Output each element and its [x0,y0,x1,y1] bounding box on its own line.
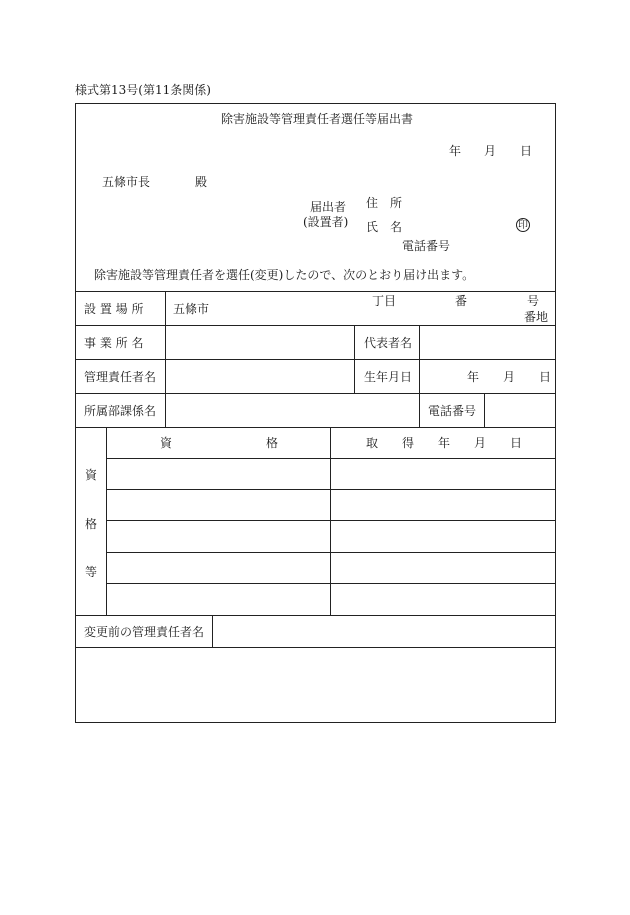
form-title: 除害施設等管理責任者選任等届出書 [221,112,414,126]
banchi-label: 番地 [524,310,549,324]
qual-side-1: 資 [84,468,97,482]
business-name-label: 事 業 所 名 [84,336,144,350]
birthdate-label: 生年月日 [364,370,413,384]
statement: 除害施設等管理責任者を選任(変更)したので、次のとおり届け出ます。 [94,268,475,282]
date-year-label: 年 [449,144,462,158]
acq-col-3: 年 [438,436,451,450]
form-number: 様式第13号(第11条関係) [75,83,211,97]
date-month-label: 月 [484,144,497,158]
acq-col-4: 月 [474,436,487,450]
manager-name-field[interactable] [166,360,354,393]
phone-label: 電話番号 [402,239,451,253]
qual-side-3: 等 [84,565,97,579]
business-name-field[interactable] [166,326,354,359]
seal-mark-icon: 印 [518,220,528,231]
location-label: 設 置 場 所 [84,302,144,316]
birth-year-label: 年 [467,370,480,384]
prev-manager-label: 変更前の管理責任者名 [84,625,205,639]
department-field[interactable] [166,394,419,427]
chome-label: 丁目 [372,294,397,308]
birth-month-label: 月 [503,370,516,384]
go-label: 号 [527,294,540,308]
location-city: 五條市 [173,302,210,316]
dept-phone-label: 電話番号 [428,404,477,418]
name-label: 氏 名 [366,220,403,234]
acq-col-2: 得 [402,436,415,450]
qual-col-1: 資 [160,436,173,450]
prev-manager-field[interactable] [213,616,555,647]
dept-phone-field[interactable] [485,394,555,427]
addressee: 五條市長 [102,175,151,189]
representative-field[interactable] [420,326,555,359]
acq-col-1: 取 [366,436,379,450]
birth-day-label: 日 [539,370,552,384]
department-label: 所属部課係名 [84,404,157,418]
notifier-sub-label: (設置者) [303,215,349,229]
qual-col-2: 格 [266,436,279,450]
acq-col-5: 日 [510,436,523,450]
manager-name-label: 管理責任者名 [84,370,157,384]
honorific: 殿 [195,175,208,189]
remarks-area[interactable] [76,648,555,722]
qual-side-2: 格 [84,517,97,531]
address-label: 住 所 [366,196,403,210]
representative-label: 代表者名 [364,336,413,350]
ban-label: 番 [455,294,468,308]
date-day-label: 日 [520,144,533,158]
notifier-label: 届出者 [310,200,347,214]
